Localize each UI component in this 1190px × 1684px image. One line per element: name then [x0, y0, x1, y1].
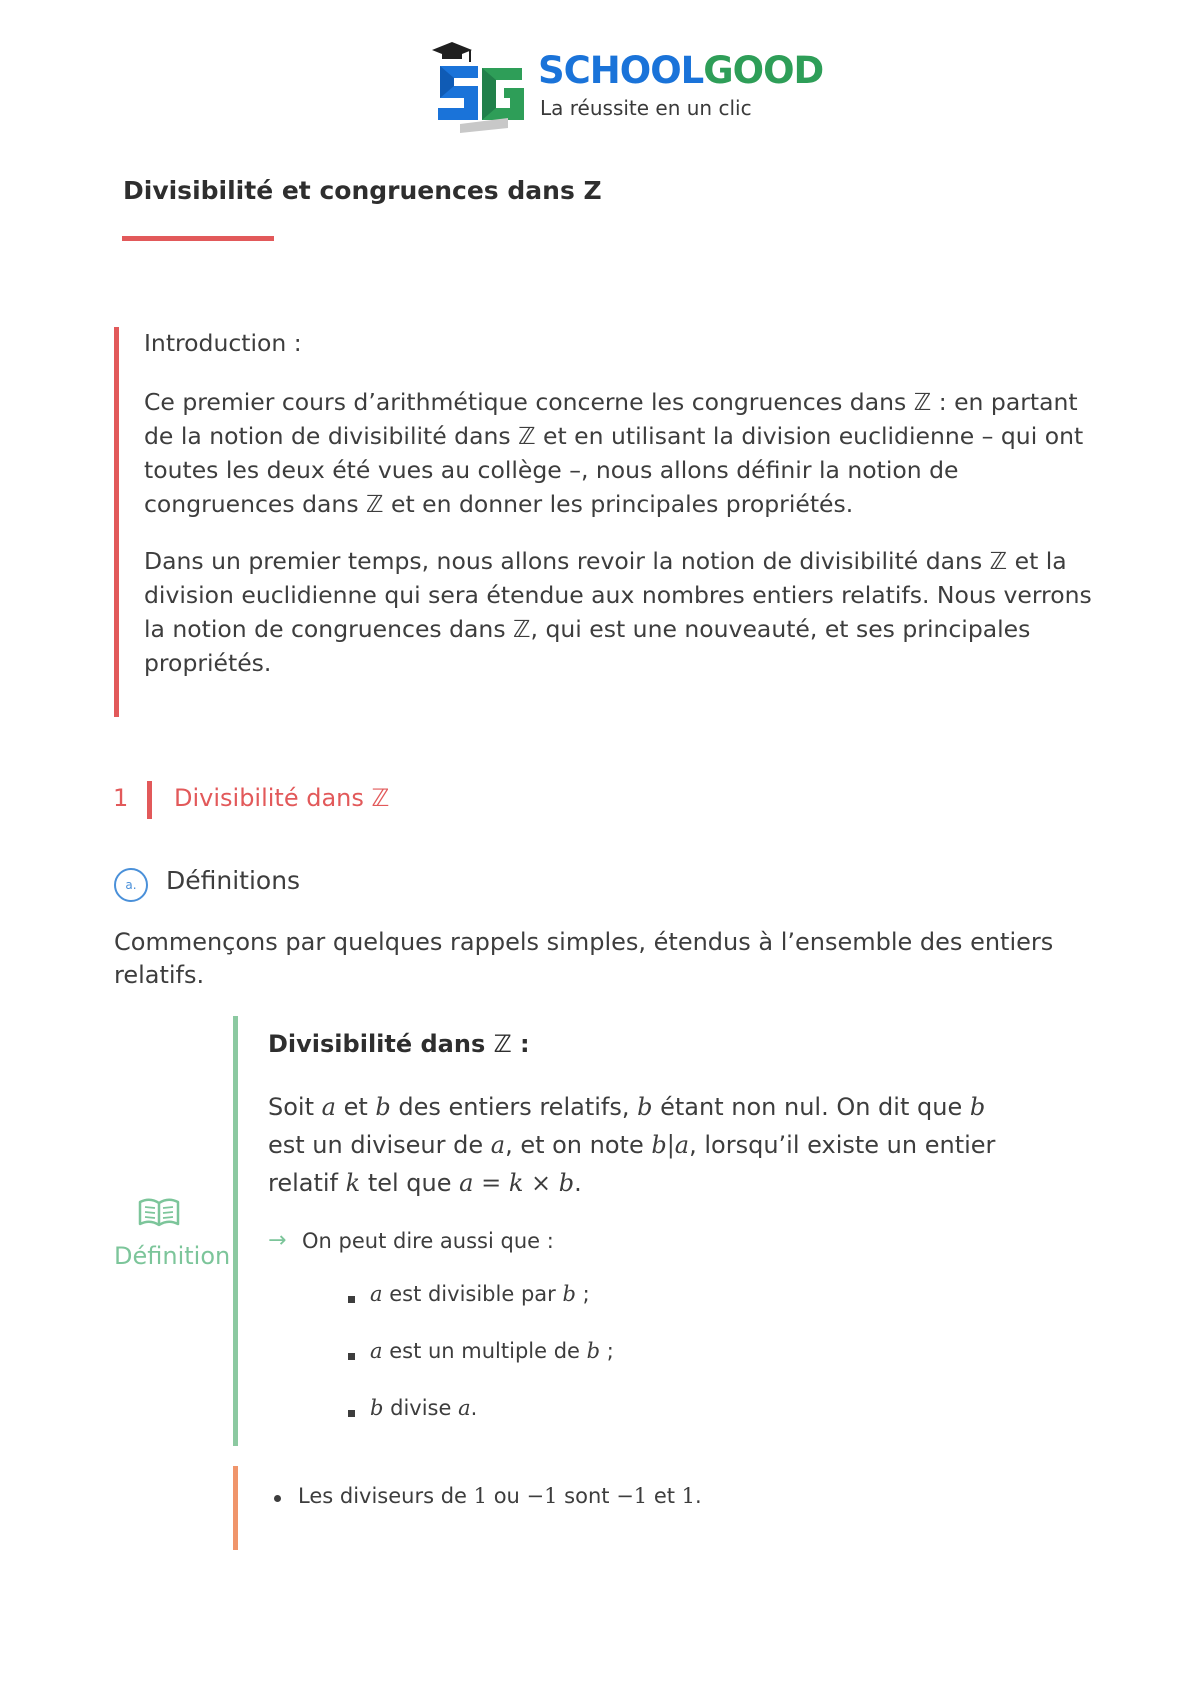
section-number: 1 [113, 784, 129, 812]
text: ; [575, 1282, 590, 1306]
math-var: a [370, 1339, 383, 1363]
math-var: a [321, 1093, 336, 1121]
section-accent-bar [147, 781, 152, 819]
math-var: a [458, 1396, 471, 1420]
math-expression: b|a [651, 1131, 690, 1159]
math-var: b [562, 1282, 576, 1306]
logo-tagline: La réussite en un clic [540, 96, 752, 120]
definition-heading: Divisibilité dans ℤ : [268, 1030, 530, 1058]
property-text [298, 1484, 702, 1508]
text: Les diviseurs de [298, 1484, 474, 1508]
math-operator: × [523, 1169, 559, 1197]
math-var: a [459, 1169, 474, 1197]
definition-line-1 [268, 1088, 1078, 1126]
math-number: −1 [526, 1484, 558, 1508]
introduction-block [144, 326, 1094, 680]
definition-list-item [370, 1339, 614, 1363]
bullet-square-icon [348, 1353, 355, 1360]
definition-line-3 [268, 1164, 1078, 1202]
logo-brand-name [538, 49, 824, 92]
math-number: 1 [681, 1484, 696, 1508]
definition-label: Définition [114, 1242, 231, 1270]
lead-paragraph: Commençons par quelques rappels simples, étendus à l’ensemble des entiers relatifs. [114, 928, 1054, 989]
definition-accent-bar [233, 1016, 238, 1446]
text: tel que [360, 1169, 460, 1197]
text: , et on note [505, 1131, 652, 1159]
schoolgood-logo-mark-icon [430, 38, 540, 133]
math-var: b [558, 1169, 575, 1197]
math-var: k [345, 1169, 361, 1197]
text: est un multiple de [382, 1339, 587, 1363]
subsection-badge: a. [114, 868, 148, 902]
text: Soit [268, 1093, 322, 1121]
logo-brand-part2: GOOD [703, 49, 824, 92]
definition-note: On peut dire aussi que : [302, 1229, 554, 1253]
math-var: b [969, 1093, 986, 1121]
open-book-icon [136, 1194, 182, 1230]
text: et [647, 1484, 682, 1508]
text: est divisible par [382, 1282, 563, 1306]
text: sont [557, 1484, 617, 1508]
introduction-paragraph-2: Dans un premier temps, nous allons revoir la notion de divisibilité dans ℤ et la division euclidienne qui sera étendue aux nombres entiers relatifs. Nous verrons la notion de congruences dans ℤ, qui est une nouveauté, et ses principales propriétés. [144, 547, 1092, 677]
math-var: b [637, 1093, 653, 1121]
math-var: b [370, 1396, 384, 1420]
text: est un diviseur de [268, 1131, 491, 1159]
math-operator: = [473, 1169, 509, 1197]
text: . [695, 1484, 702, 1508]
text: et [335, 1093, 376, 1121]
math-var: k [508, 1169, 524, 1197]
text: , lorsqu’il existe un entier [689, 1131, 996, 1159]
math-number: −1 [616, 1484, 648, 1508]
definition-body [268, 1088, 1078, 1202]
math-var: b [586, 1339, 601, 1363]
bullet-square-icon [348, 1410, 355, 1417]
title-underline [122, 236, 274, 241]
text: . [574, 1169, 582, 1197]
text: relatif [268, 1169, 346, 1197]
text: étant non nul. On dit que [652, 1093, 970, 1121]
text: des entiers relatifs, [390, 1093, 638, 1121]
math-number: 1 [473, 1484, 488, 1508]
logo-brand-part1: SCHOOL [538, 49, 704, 92]
definition-list-item [370, 1396, 477, 1420]
definition-line-2 [268, 1126, 1078, 1164]
math-var: b [375, 1093, 391, 1121]
bullet-square-icon [348, 1296, 355, 1303]
text: . [470, 1396, 478, 1420]
intro-accent-bar [114, 327, 119, 717]
introduction-heading: Introduction : [144, 329, 302, 357]
definition-list-item [370, 1282, 590, 1306]
text: divise [383, 1396, 459, 1420]
document-title: Divisibilité et congruences dans Z [123, 176, 602, 205]
bullet-dot-icon [274, 1495, 281, 1502]
math-var: a [490, 1131, 506, 1159]
schoolgood-logo [430, 38, 824, 133]
math-var: a [370, 1282, 383, 1306]
subsection-title: Définitions [166, 866, 301, 895]
arrow-right-icon: → [268, 1228, 287, 1253]
introduction-paragraph-1: Ce premier cours d’arithmétique concerne les congruences dans ℤ : en partant de la notion de divisibilité dans ℤ et en utilisant la division euclidienne – qui ont toutes les deux été vues au collège –, nous allons définir la notion de congruences dans ℤ et en donner les principales propriétés. [144, 388, 1084, 518]
text: ou [487, 1484, 527, 1508]
property-accent-bar [233, 1466, 238, 1550]
text: ; [600, 1339, 614, 1363]
section-title: Divisibilité dans ℤ [174, 784, 390, 812]
